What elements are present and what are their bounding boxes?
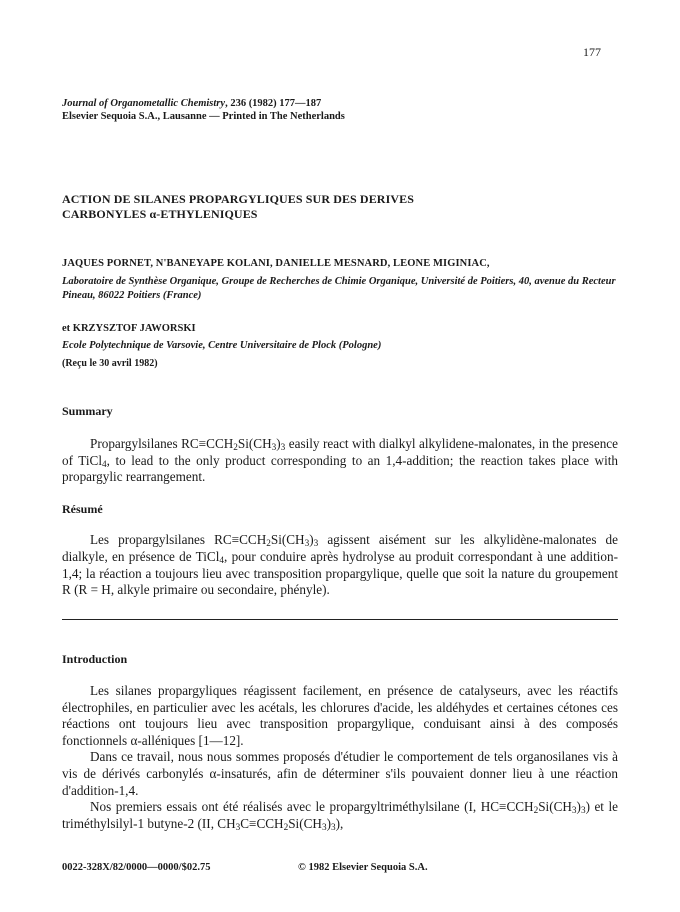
resume-part: Si(CH <box>270 532 305 547</box>
summary-text <box>62 436 618 486</box>
summary-part: , to lead to the only product corresponding to an 1,4-addition; the reaction takes place with propargylic rearrangement. <box>62 452 618 484</box>
resume-part: Les propargylsilanes RC≡CCH <box>90 532 267 547</box>
summary-part: ) <box>276 436 281 451</box>
intro-paragraph-3 <box>62 799 618 832</box>
journal-header <box>62 97 345 123</box>
summary-part: easily react with dialkyl alkylidene-malonates, in the presence of TiCl <box>62 436 618 468</box>
subscript: 3 <box>580 805 586 816</box>
title-line-1: ACTION DE SILANES PROPARGYLIQUES SUR DES DERIVES <box>62 192 414 206</box>
resume-part: , pour conduire après hydrolyse au produit correspondant à une addition-1,4; la réaction a toujours lieu avec transposition propargylique, quelle que soit la nature du groupement R (R = H, alkyle primaire ou secondaire, phényle). <box>62 548 618 598</box>
intro-paragraph-1: Les silanes propargyliques réagissent facilement, en présence de catalyseurs, avec les réactifs électrophiles, en particulier avec les acétals, les chlorures d'acide, les aldéhydes et certaines cétones ces réactions ont toujours lieu avec transposition propargylique, conduisant ainsi à des composés fonctionnels α-alléniques [1—12]. <box>62 683 618 748</box>
intro-paragraph-2: Dans ce travail, nous nous sommes proposés d'étudier le comportement de tels organosilanes vis à vis de dérivés carbonylés α-insaturés, afin de déterminer s'ils pouvaient donner lieu à une réaction d'addition-1,4. <box>62 749 618 798</box>
subscript: 2 <box>233 442 238 452</box>
introduction-heading: Introduction <box>62 652 128 666</box>
subscript: 3 <box>235 821 241 832</box>
subscript: 2 <box>283 821 289 832</box>
subscript: 4 <box>102 458 107 469</box>
received-date: (Reçu le 30 avril 1982) <box>62 358 158 369</box>
introduction-text <box>62 683 618 832</box>
publisher-line: Elsevier Sequoia S.A., Lausanne — Printed in The Netherlands <box>62 111 345 122</box>
intro-part: Si(CH <box>538 799 572 815</box>
summary-part: Propargylsilanes RC≡CCH <box>90 436 234 451</box>
subscript: 2 <box>266 538 271 548</box>
journal-name: Journal of Organometallic Chemistry <box>62 98 226 109</box>
intro-part: ) <box>326 815 331 831</box>
paper-title <box>62 192 602 222</box>
subscript: 3 <box>304 538 310 548</box>
summary-heading: Summary <box>62 404 113 418</box>
subscript: 3 <box>313 538 319 548</box>
resume-part: agissent aisément sur les alkylidène-malonates de dialkyle, en présence de TiCl <box>62 532 619 564</box>
intro-part: C≡CCH <box>240 815 284 831</box>
subscript: 3 <box>321 821 327 832</box>
intro-part: ) et le triméthylsilyl-1 butyne-2 (II, CH <box>62 799 618 831</box>
subscript: 3 <box>271 442 277 452</box>
journal-citation <box>62 97 345 110</box>
subscript: 2 <box>533 805 539 816</box>
subscript: 3 <box>330 821 336 832</box>
journal-volume: , 236 (1982) 177—187 <box>225 98 322 109</box>
subscript: 3 <box>571 805 577 816</box>
resume-text <box>62 532 618 599</box>
authors-second: et KRZYSZTOF JAWORSKI <box>62 323 196 334</box>
subscript: 3 <box>280 442 286 452</box>
resume-heading: Résumé <box>62 502 103 516</box>
summary-part: Si(CH <box>237 436 272 451</box>
authors-main: JAQUES PORNET, N'BANEYAPE KOLANI, DANIELLE MESNARD, LEONE MIGINIAC, <box>62 258 490 269</box>
intro-part: Nos premiers essais ont été réalisés avec le propargyltriméthylsilane (I, HC≡CCH <box>90 799 534 815</box>
article-code: 0022-328X/82/0000—0000/$02.75 <box>62 862 211 873</box>
intro-part: ) <box>576 799 581 815</box>
subscript: 4 <box>219 554 225 565</box>
copyright-notice: © 1982 Elsevier Sequoia S.A. <box>298 862 428 873</box>
affiliation-second: Ecole Polytechnique de Varsovie, Centre Universitaire de Plock (Pologne) <box>62 340 382 351</box>
intro-part: ), <box>335 815 344 831</box>
intro-part: Si(CH <box>288 815 322 831</box>
page-number: 177 <box>583 45 601 59</box>
affiliation-main: Laboratoire de Synthèse Organique, Groupe de Recherches de Chimie Organique, Université de Poitiers, 40, avenue du Recteur Pineau, 86022 Poitiers (France) <box>62 276 616 301</box>
section-divider <box>62 619 618 620</box>
title-line-2: CARBONYLES α-ETHYLENIQUES <box>62 207 258 221</box>
resume-part: ) <box>309 532 314 547</box>
